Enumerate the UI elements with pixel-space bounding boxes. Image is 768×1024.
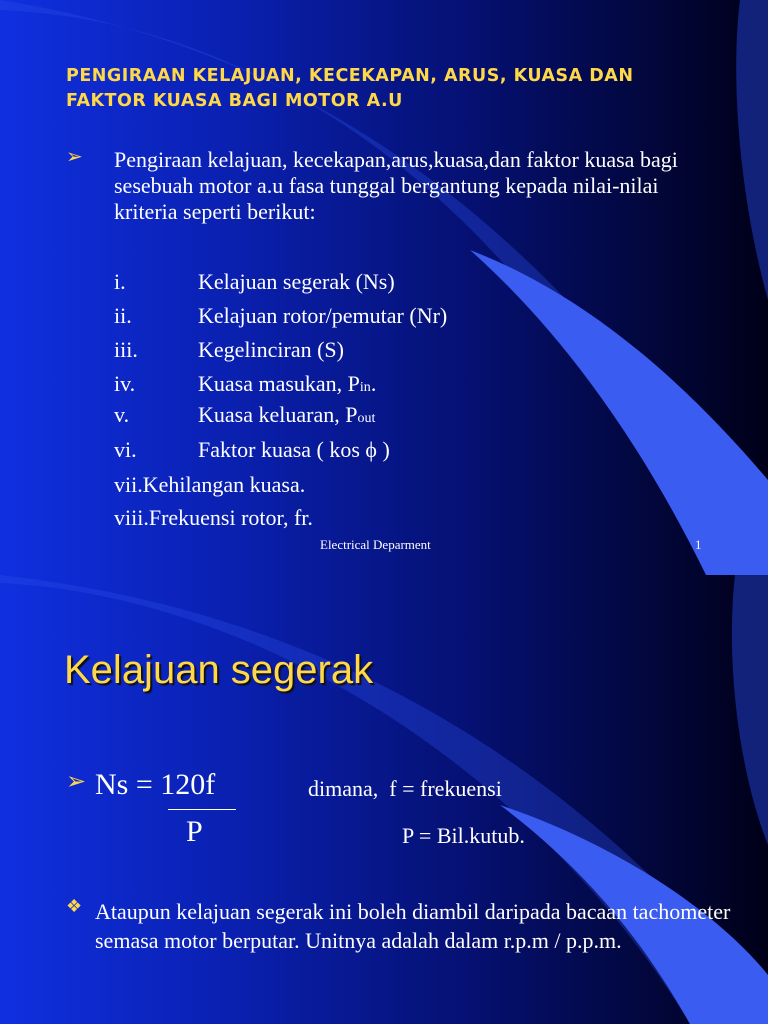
slide-2-title: Kelajuan segerak [64, 648, 374, 692]
slide-1-title: PENGIRAAN KELAJUAN, KECEKAPAN, ARUS, KUASA DAN FAKTOR KUASA BAGI MOTOR A.U [66, 66, 634, 111]
fraction-line [168, 809, 236, 810]
where-f-text: dimana, f = frekuensi [308, 776, 502, 801]
diamond-bullet-icon: ❖ [66, 896, 83, 916]
list-item: ii. Kelajuan rotor/pemutar (Nr) [114, 303, 448, 328]
arrow-bullet-icon: ➢ [66, 146, 83, 168]
footer-text: Electrical Deparment [320, 537, 431, 552]
list-item: iii. Kegelinciran (S) [114, 337, 344, 362]
formula-numerator: Ns = 120f [95, 768, 216, 801]
list-item: vii.Kehilangan kuasa. [114, 472, 306, 497]
arrow-bullet-icon: ➢ [66, 769, 87, 795]
where-p-text: P = Bil.kutub. [402, 823, 525, 848]
list-item: i. Kelajuan segerak (Ns) [114, 269, 395, 294]
list-item: vi. Faktor kuasa ( kos ϕ ) [114, 437, 390, 462]
formula-denominator: P [186, 815, 203, 848]
list-item: viii.Frekuensi rotor, fr. [114, 505, 313, 530]
page-number: 1 [695, 537, 702, 552]
list-item: iv. Kuasa masukan, Pin. [114, 371, 377, 396]
note-paragraph: Ataupun kelajuan segerak ini boleh diambil daripada bacaan tachometer semasa motor berputar. Unitnya adalah dalam r.p.m / p.p.m. [95, 899, 731, 953]
intro-paragraph: Pengiraan kelajuan, kecekapan,arus,kuasa,dan faktor kuasa bagi sesebuah motor a.u fasa tunggal bergantung kepada nilai-nilai kriteria seperti berikut: [114, 147, 678, 224]
list-item: v. Kuasa keluaran, Pout [114, 402, 376, 427]
